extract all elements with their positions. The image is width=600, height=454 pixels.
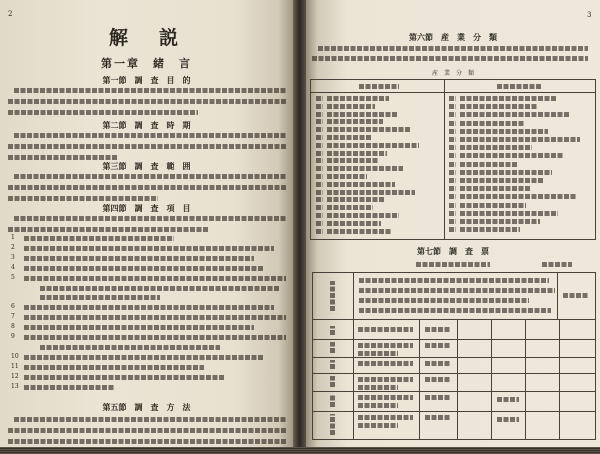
- text-line: [316, 190, 323, 195]
- rule-line: [313, 319, 595, 320]
- text-line: [449, 96, 456, 101]
- text-line: [14, 88, 286, 93]
- chapter-heading: 第一章 緒 言: [101, 57, 192, 70]
- vertical-text-line: [330, 360, 335, 369]
- rule-line: [313, 411, 595, 412]
- list-item-number: 13: [11, 383, 19, 390]
- text-line: [460, 162, 518, 167]
- text-line: [327, 96, 389, 101]
- industry-classification-table: [310, 79, 596, 240]
- text-line: [312, 56, 588, 61]
- text-line: [318, 46, 588, 51]
- right-page: [306, 0, 600, 447]
- left-page: [0, 0, 293, 447]
- text-line: [327, 190, 415, 195]
- text-line: [316, 166, 323, 171]
- text-line: [460, 104, 538, 109]
- text-line: [316, 135, 323, 140]
- text-line: [449, 137, 456, 142]
- text-line: [8, 155, 118, 160]
- page-title: 解 説: [108, 27, 184, 49]
- text-line: [316, 229, 323, 234]
- text-line: [449, 112, 456, 117]
- text-line: [449, 203, 456, 208]
- text-line: [358, 343, 413, 348]
- text-line: [460, 227, 520, 232]
- text-line: [24, 335, 286, 340]
- text-line: [14, 133, 286, 138]
- text-line: [358, 327, 413, 332]
- text-line: [24, 355, 264, 360]
- text-line: [8, 99, 286, 104]
- text-line: [563, 293, 589, 298]
- section-heading-1: 第一節 調 査 目 的: [102, 75, 191, 85]
- text-line: [497, 417, 519, 422]
- rule-line: [313, 357, 595, 358]
- text-line: [327, 205, 373, 210]
- text-line: [24, 365, 204, 370]
- text-line: [416, 262, 490, 267]
- text-line: [8, 439, 286, 444]
- text-line: [359, 278, 549, 283]
- text-line: [327, 229, 391, 234]
- text-line: [449, 170, 456, 175]
- text-line: [24, 246, 274, 251]
- rule-line: [525, 319, 526, 439]
- text-line: [316, 151, 323, 156]
- text-line: [425, 361, 451, 366]
- text-line: [460, 170, 552, 175]
- text-line: [24, 315, 286, 320]
- text-line: [449, 145, 456, 150]
- text-line: [316, 112, 323, 117]
- text-line: [449, 178, 456, 183]
- vertical-text-line: [330, 414, 335, 435]
- section-heading-7: 第七節 調 査 票: [417, 246, 489, 256]
- text-line: [327, 104, 375, 109]
- text-line: [359, 288, 555, 293]
- text-line: [316, 197, 323, 202]
- text-line: [449, 121, 456, 126]
- text-line: [449, 153, 456, 158]
- text-line: [460, 145, 532, 150]
- text-line: [327, 143, 419, 148]
- text-line: [24, 325, 254, 330]
- section-heading-3: 第三節 調 査 範 囲: [102, 161, 191, 171]
- text-line: [8, 227, 208, 232]
- text-line: [542, 262, 572, 267]
- page-number-right: 3: [587, 11, 592, 19]
- text-line: [40, 295, 160, 300]
- text-line: [316, 182, 323, 187]
- survey-form-table: [312, 272, 596, 440]
- text-line: [40, 286, 280, 291]
- vertical-text-line: [330, 394, 335, 407]
- vertical-text-line: [330, 281, 335, 311]
- list-item-number: 2: [11, 244, 15, 251]
- text-line: [327, 174, 367, 179]
- table-caption: 産 業 分 類: [431, 70, 474, 77]
- rule-line: [559, 319, 560, 439]
- rule-line: [353, 273, 354, 439]
- text-line: [460, 129, 548, 134]
- text-line: [460, 137, 580, 142]
- rule-line: [419, 319, 420, 439]
- list-item-number: 7: [11, 313, 15, 320]
- text-line: [425, 395, 451, 400]
- text-line: [358, 423, 398, 428]
- list-item-number: 9: [11, 333, 15, 340]
- vertical-text-line: [330, 342, 335, 353]
- list-item-number: 12: [11, 373, 19, 380]
- text-line: [449, 162, 456, 167]
- section-heading-6: 第六節 産 業 分 類: [409, 32, 497, 42]
- text-line: [358, 361, 413, 366]
- text-line: [327, 158, 379, 163]
- text-line: [358, 415, 413, 420]
- text-line: [327, 213, 399, 218]
- rule-line: [557, 273, 558, 319]
- list-item-number: 4: [11, 264, 15, 271]
- rule-line: [311, 92, 595, 93]
- vertical-text-line: [330, 376, 335, 387]
- text-line: [24, 236, 174, 241]
- text-line: [460, 153, 564, 158]
- text-line: [359, 308, 551, 313]
- text-line: [449, 129, 456, 134]
- text-line: [316, 104, 323, 109]
- text-line: [460, 203, 526, 208]
- text-line: [460, 96, 556, 101]
- text-line: [8, 196, 158, 201]
- rule-line: [313, 339, 595, 340]
- text-line: [327, 119, 383, 124]
- text-line: [460, 211, 558, 216]
- text-line: [449, 186, 456, 191]
- text-line: [327, 112, 397, 117]
- rule-line: [457, 319, 458, 439]
- text-line: [425, 377, 451, 382]
- rule-line: [444, 80, 445, 239]
- section-heading-4: 第四節 調 査 項 目: [102, 203, 191, 213]
- text-line: [8, 110, 198, 115]
- list-item-number: 10: [11, 353, 19, 360]
- text-line: [24, 266, 264, 271]
- text-line: [24, 256, 254, 261]
- list-item-number: 1: [11, 234, 15, 241]
- list-item-number: 3: [11, 254, 15, 261]
- text-line: [24, 385, 114, 390]
- text-line: [460, 178, 544, 183]
- list-item-number: 11: [11, 363, 19, 370]
- text-line: [497, 397, 519, 402]
- text-line: [24, 276, 286, 281]
- text-line: [359, 84, 399, 89]
- text-line: [40, 345, 220, 350]
- list-item-number: 8: [11, 323, 15, 330]
- text-line: [449, 194, 456, 199]
- text-line: [316, 158, 323, 163]
- text-line: [24, 305, 274, 310]
- text-line: [316, 174, 323, 179]
- text-line: [24, 375, 224, 380]
- text-line: [327, 166, 403, 171]
- text-line: [358, 351, 398, 356]
- book-page-edges: [0, 447, 600, 454]
- text-line: [8, 428, 286, 433]
- text-line: [358, 403, 398, 408]
- text-line: [316, 127, 323, 132]
- text-line: [460, 194, 576, 199]
- text-line: [425, 327, 451, 332]
- text-line: [327, 197, 385, 202]
- list-item-number: 5: [11, 274, 15, 281]
- text-line: [449, 211, 456, 216]
- text-line: [327, 182, 395, 187]
- section-heading-2: 第二節 調 査 時 期: [102, 120, 191, 130]
- section-heading-5: 第五節 調 査 方 法: [102, 402, 191, 412]
- text-line: [358, 395, 413, 400]
- book-gutter: [293, 0, 306, 447]
- text-line: [359, 298, 529, 303]
- text-line: [316, 96, 323, 101]
- list-item-number: 6: [11, 303, 15, 310]
- text-line: [327, 135, 371, 140]
- rule-line: [313, 391, 595, 392]
- text-line: [449, 227, 456, 232]
- text-line: [460, 219, 540, 224]
- text-line: [316, 221, 323, 226]
- text-line: [460, 112, 570, 117]
- rule-line: [491, 319, 492, 439]
- text-line: [460, 186, 530, 191]
- text-line: [327, 221, 381, 226]
- rule-line: [313, 373, 595, 374]
- page-number-left: 2: [8, 10, 13, 18]
- text-line: [316, 205, 323, 210]
- text-line: [8, 185, 286, 190]
- text-line: [449, 104, 456, 109]
- text-line: [316, 119, 323, 124]
- text-line: [327, 127, 411, 132]
- text-line: [497, 84, 541, 89]
- text-line: [14, 417, 286, 422]
- text-line: [425, 343, 451, 348]
- text-line: [449, 219, 456, 224]
- text-line: [327, 151, 387, 156]
- text-line: [425, 415, 451, 420]
- text-line: [14, 174, 286, 179]
- text-line: [358, 385, 398, 390]
- text-line: [316, 143, 323, 148]
- text-line: [358, 377, 413, 382]
- text-line: [14, 216, 286, 221]
- text-line: [316, 213, 323, 218]
- text-line: [460, 121, 524, 126]
- text-line: [8, 144, 286, 149]
- vertical-text-line: [330, 326, 335, 335]
